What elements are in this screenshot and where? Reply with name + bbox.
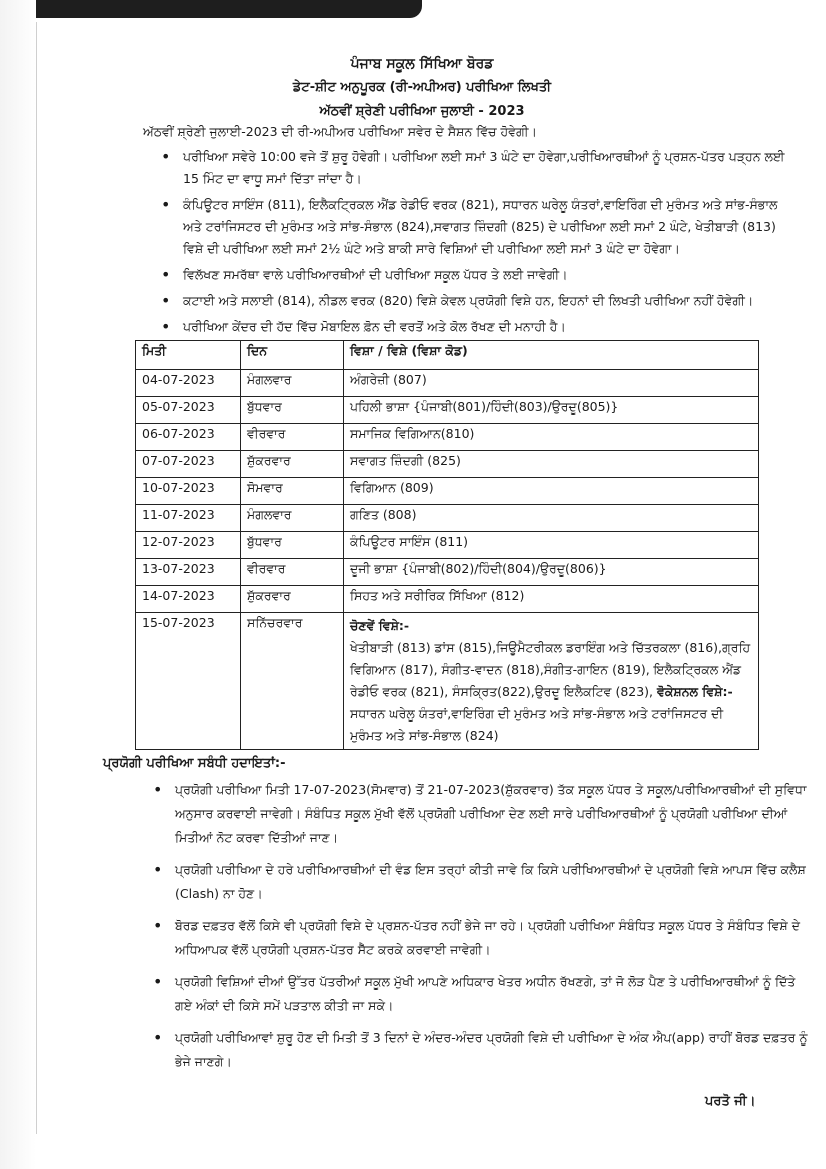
header-subject: ਵਿਸ਼ਾ / ਵਿਸ਼ੇ (ਵਿਸ਼ਾ ਕੋਡ) — [344, 341, 759, 370]
scan-shadow — [0, 0, 36, 1169]
practical-instructions-list — [149, 778, 809, 1082]
table-row — [136, 451, 759, 478]
cell-date: 15-07-2023 — [136, 613, 241, 750]
table-row — [136, 559, 759, 586]
table-row — [136, 424, 759, 451]
cell-date: 13-07-2023 — [136, 559, 241, 586]
practical-item: • ਪ੍ਰਯੋਗੀ ਪਰੀਖਿਆ ਦੇ ਹਰੇ ਪਰੀਖਿਆਰਥੀਆਂ ਦੀ ਵੰਡ ਇਸ ਤਰ੍ਹਾਂ ਕੀਤੀ ਜਾਵੇ ਕਿ ਕਿਸੇ ਪਰੀਖਿਆਰਥੀਆਂ ਦੇ ਪ੍ਰਯੋਗੀ ਵਿਸ਼ੇ ਆਪਸ ਵਿੱਚ ਕਲੈਸ਼ (Clash) ਨਾ ਹੋਣ। — [149, 858, 809, 906]
cell-day: ਬੁੱਧਵਾਰ — [241, 397, 344, 424]
instruction-item: • ਕੰਪਿਊਟਰ ਸਾਇੰਸ (811), ਇਲੈਕਟ੍ਰਿਕਲ ਐਂਡ ਰੇਡੀਓ ਵਰਕ (821), ਸਧਾਰਨ ਘਰੇਲੂ ਯੰਤਰਾਂ,ਵਾਇਰਿੰਗ ਦੀ ਮੁਰੰਮਤ ਅਤੇ ਸਾਂਭ-ਸੰਭਾਲ ਅਤੇ ਟਰਾਂਜਿਸਟਰ ਦੀ ਮੁਰੰਮਤ ਅਤੇ ਸਾਂਭ-ਸੰਭਾਲ (824),ਸਵਾਗਤ ਜ਼ਿੰਦਗੀ (825) ਦੇ ਪਰੀਖਿਆ ਲਈ ਸਮਾਂ 2 ਘੰਟੇ, ਖੇਤੀਬਾੜੀ (813) ਵਿਸ਼ੇ ਦੀ ਪਰੀਖਿਆ ਲਈ ਸਮਾਂ 2½ ਘੰਟੇ ਅਤੇ ਬਾਕੀ ਸਾਰੇ ਵਿਸ਼ਿਆਂ ਦੀ ਪਰੀਖਿਆ ਲਈ ਸਮਾਂ 3 ਘੰਟੇ ਦਾ ਹੋਵੇਗਾ। — [157, 194, 797, 260]
document-page — [36, 22, 807, 1134]
table-row — [136, 478, 759, 505]
cell-date: 05-07-2023 — [136, 397, 241, 424]
practical-item: • ਪ੍ਰਯੋਗੀ ਪਰੀਖਿਆਵਾਂ ਸ਼ੁਰੂ ਹੋਣ ਦੀ ਮਿਤੀ ਤੋਂ 3 ਦਿਨਾਂ ਦੇ ਅੰਦਰ-ਅੰਦਰ ਪ੍ਰਯੋਗੀ ਵਿਸ਼ੇ ਦੀ ਪਰੀਖਿਆ ਦੇ ਅੰਕ ਐਪ(app) ਰਾਹੀਂ ਬੋਰਡ ਦਫ਼ਤਰ ਨੂੰ ਭੇਜੇ ਜਾਣਗੇ। — [149, 1026, 809, 1074]
cell-date: 04-07-2023 — [136, 370, 241, 397]
cell-subject: ਸਵਾਗਤ ਜ਼ਿੰਦਗੀ (825) — [344, 451, 759, 478]
datesheet-subtitle: ਡੇਟ-ਸ਼ੀਟ ਅਨੁਪੂਰਕ (ਰੀ-ਅਪੀਅਰ) ਪਰੀਖਿਆ ਲਿਖਤੀ — [292, 80, 552, 95]
cell-subject: ਸਮਾਜਿਕ ਵਿਗਿਆਨ(810) — [344, 424, 759, 451]
instruction-item: • ਕਟਾਈ ਅਤੇ ਸਲਾਈ (814), ਨੀਡਲ ਵਰਕ (820) ਵਿਸ਼ੇ ਕੇਵਲ ਪ੍ਰਯੋਗੀ ਵਿਸ਼ੇ ਹਨ, ਇਹਨਾਂ ਦੀ ਲਿਖਤੀ ਪਰੀਖਿਆ ਨਹੀਂ ਹੋਵੇਗੀ। — [157, 290, 797, 312]
cell-day: ਮੰਗਲਵਾਰ — [241, 505, 344, 532]
cell-date: 11-07-2023 — [136, 505, 241, 532]
cell-day: ਵੀਰਵਾਰ — [241, 424, 344, 451]
intro-text: ਅੱਠਵੀਂ ਸ਼੍ਰੇਣੀ ਜੁਲਾਈ-2023 ਦੀ ਰੀ-ਅਪੀਅਰ ਪਰੀਖਿਆ ਸਵੇਰ ਦੇ ਸੈਸ਼ਨ ਵਿੱਚ ਹੋਵੇਗੀ। — [143, 124, 537, 139]
table-row — [136, 397, 759, 424]
practical-item: • ਪ੍ਰਯੋਗੀ ਵਿਸ਼ਿਆਂ ਦੀਆਂ ਉੱਤਰ ਪੱਤਰੀਆਂ ਸਕੂਲ ਮੁੱਖੀ ਆਪਣੇ ਅਧਿਕਾਰ ਖੇਤਰ ਅਧੀਨ ਰੱਖਣਗੇ, ਤਾਂ ਜੋ ਲੋੜ ਪੈਣ ਤੇ ਪਰੀਖਿਆਰਥੀਆਂ ਨੂੰ ਦਿੱਤੇ ਗਏ ਅੰਕਾਂ ਦੀ ਕਿਸੇ ਸਮੇਂ ਪੜਤਾਲ ਕੀਤੀ ਜਾ ਸਕੇ। — [149, 970, 809, 1018]
cell-day: ਵੀਰਵਾਰ — [241, 559, 344, 586]
cell-day: ਸ਼ੁੱਕਰਵਾਰ — [241, 451, 344, 478]
board-title: ਪੰਜਾਬ ਸਕੂਲ ਸਿੱਖਿਆ ਬੋਰਡ — [350, 56, 494, 72]
datesheet-table — [135, 340, 759, 750]
cell-subject: ਵਿਗਿਆਨ (809) — [344, 478, 759, 505]
elective-heading: ਚੋਣਵੇਂ ਵਿਸ਼ੇ:- — [350, 618, 410, 633]
cell-day: ਸੋਮਵਾਰ — [241, 478, 344, 505]
cell-subject: ਅੰਗਰੇਜ਼ੀ (807) — [344, 370, 759, 397]
cell-date: 06-07-2023 — [136, 424, 241, 451]
cell-electives — [344, 613, 759, 750]
cell-date: 07-07-2023 — [136, 451, 241, 478]
table-row — [136, 505, 759, 532]
vocational-heading: ਵੋਕੇਸ਼ਨਲ ਵਿਸ਼ੇ:- — [657, 684, 733, 699]
cell-date: 14-07-2023 — [136, 586, 241, 613]
instructions-list — [157, 146, 797, 342]
cell-subject: ਸਿਹਤ ਅਤੇ ਸਰੀਰਿਕ ਸਿੱਖਿਆ (812) — [344, 586, 759, 613]
table-row — [136, 370, 759, 397]
instruction-item: • ਵਿਲੱਖਣ ਸਮਰੱਥਾ ਵਾਲੇ ਪਰੀਖਿਆਰਥੀਆਂ ਦੀ ਪਰੀਖਿਆ ਸਕੂਲ ਪੱਧਰ ਤੇ ਲਈ ਜਾਵੇਗੀ। — [157, 264, 797, 286]
exam-title: ਅੱਠਵੀਂ ਸ਼੍ਰੇਣੀ ਪਰੀਖਿਆ ਜੁਲਾਈ - 2023 — [319, 104, 525, 119]
table-header-row — [136, 341, 759, 370]
cell-day: ਸ਼ੁੱਕਰਵਾਰ — [241, 586, 344, 613]
instruction-item: • ਪਰੀਖਿਆ ਕੇਂਦਰ ਦੀ ਹੱਦ ਵਿੱਚ ਮੋਬਾਇਲ ਫ਼ੋਨ ਦੀ ਵਰਤੋਂ ਅਤੇ ਕੋਲ ਰੱਖਣ ਦੀ ਮਨਾਹੀ ਹੈ। — [157, 316, 797, 338]
cell-date: 10-07-2023 — [136, 478, 241, 505]
cell-day: ਮੰਗਲਵਾਰ — [241, 370, 344, 397]
elective-subjects: ਖੇਤੀਬਾੜੀ (813) ਡਾਂਸ (815),ਜਿਊਮੈਟਰੀਕਲ ਡਰਾਇੰਗ ਅਤੇ ਚਿੱਤਰਕਲਾ (816),ਗ੍ਰਹਿ ਵਿਗਿਆਨ (817), ਸੰਗੀਤ-ਵਾਦਨ (818),ਸੰਗੀਤ-ਗਾਇਨ (819), ਇਲੈਕਟ੍ਰਿਕਲ ਐਂਡ ਰੇਡੀਓ ਵਰਕ (821), ਸੰਸਕ੍ਰਿਤ(822),ਉਰਦੂ ਇਲੈਕਟਿਵ (823), — [350, 640, 751, 699]
practical-item: • ਪ੍ਰਯੋਗੀ ਪਰੀਖਿਆ ਮਿਤੀ 17-07-2023(ਸੋਮਵਾਰ) ਤੋਂ 21-07-2023(ਸ਼ੁੱਕਰਵਾਰ) ਤੱਕ ਸਕੂਲ ਪੱਧਰ ਤੇ ਸਕੂਲ/ਪਰੀਖਿਆਰਥੀਆਂ ਦੀ ਸੁਵਿਧਾ ਅਨੁਸਾਰ ਕਰਵਾਈ ਜਾਵੇਗੀ। ਸੰਬੰਧਿਤ ਸਕੂਲ ਮੁੱਖੀ ਵੱਲੋਂ ਪ੍ਰਯੋਗੀ ਪਰੀਖਿਆ ਦੇਣ ਲਈ ਸਾਰੇ ਪਰੀਖਿਆਰਥੀਆਂ ਨੂੰ ਪ੍ਰਯੋਗੀ ਪਰੀਖਿਆ ਦੀਆਂ ਮਿਤੀਆਂ ਨੋਟ ਕਰਵਾ ਦਿੱਤੀਆਂ ਜਾਣ। — [149, 778, 809, 850]
table-row-electives — [136, 613, 759, 750]
table-row — [136, 586, 759, 613]
cell-date: 12-07-2023 — [136, 532, 241, 559]
cell-subject: ਕੰਪਿਊਟਰ ਸਾਇੰਸ (811) — [344, 532, 759, 559]
practical-heading: ਪ੍ਰਯੋਗੀ ਪਰੀਖਿਆ ਸਬੰਧੀ ਹਦਾਇਤਾਂ:- — [103, 756, 286, 771]
pto-note: ਪਰਤੋ ਜੀ। — [705, 1094, 756, 1109]
cell-subject: ਪਹਿਲੀ ਭਾਸ਼ਾ {ਪੰਜਾਬੀ(801)/ਹਿੰਦੀ(803)/ਉਰਦੂ(805)} — [344, 397, 759, 424]
cell-day: ਬੁੱਧਵਾਰ — [241, 532, 344, 559]
instruction-item: • ਪਰੀਖਿਆ ਸਵੇਰੇ 10:00 ਵਜੇ ਤੋਂ ਸ਼ੁਰੂ ਹੋਵੇਗੀ। ਪਰੀਖਿਆ ਲਈ ਸਮਾਂ 3 ਘੰਟੇ ਦਾ ਹੋਵੇਗਾ,ਪਰੀਖਿਆਰਥੀਆਂ ਨੂੰ ਪ੍ਰਸ਼ਨ-ਪੱਤਰ ਪੜ੍ਹਨ ਲਈ 15 ਮਿੰਟ ਦਾ ਵਾਧੂ ਸਮਾਂ ਦਿੱਤਾ ਜਾਂਦਾ ਹੈ। — [157, 146, 797, 190]
cell-subject: ਦੂਜੀ ਭਾਸ਼ਾ {ਪੰਜਾਬੀ(802)/ਹਿੰਦੀ(804)/ਉਰਦੂ(806)} — [344, 559, 759, 586]
header-day: ਦਿਨ — [241, 341, 344, 370]
vocational-subjects: ਸਧਾਰਨ ਘਰੇਲੂ ਯੰਤਰਾਂ,ਵਾਇਰਿੰਗ ਦੀ ਮੁਰੰਮਤ ਅਤੇ ਸਾਂਭ-ਸੰਭਾਲ ਅਤੇ ਟਰਾਂਜਿਸਟਰ ਦੀ ਮੁਰੰਮਤ ਅਤੇ ਸਾਂਭ-ਸੰਭਾਲ (824) — [350, 706, 724, 743]
header-date: ਮਿਤੀ — [136, 341, 241, 370]
scan-dark-edge — [36, 0, 422, 18]
table-row — [136, 532, 759, 559]
cell-day: ਸਨਿੱਚਰਵਾਰ — [241, 613, 344, 750]
practical-item: • ਬੋਰਡ ਦਫ਼ਤਰ ਵੱਲੋਂ ਕਿਸੇ ਵੀ ਪ੍ਰਯੋਗੀ ਵਿਸ਼ੇ ਦੇ ਪ੍ਰਸ਼ਨ-ਪੱਤਰ ਨਹੀਂ ਭੇਜੇ ਜਾ ਰਹੇ। ਪ੍ਰਯੋਗੀ ਪਰੀਖਿਆ ਸੰਬੰਧਿਤ ਸਕੂਲ ਪੱਧਰ ਤੇ ਸੰਬੰਧਿਤ ਵਿਸ਼ੇ ਦੇ ਅਧਿਆਪਕ ਵੱਲੋਂ ਪ੍ਰਯੋਗੀ ਪ੍ਰਸ਼ਨ-ਪੱਤਰ ਸੈੱਟ ਕਰਕੇ ਕਰਵਾਈ ਜਾਵੇਗੀ। — [149, 914, 809, 962]
cell-subject: ਗਣਿਤ (808) — [344, 505, 759, 532]
